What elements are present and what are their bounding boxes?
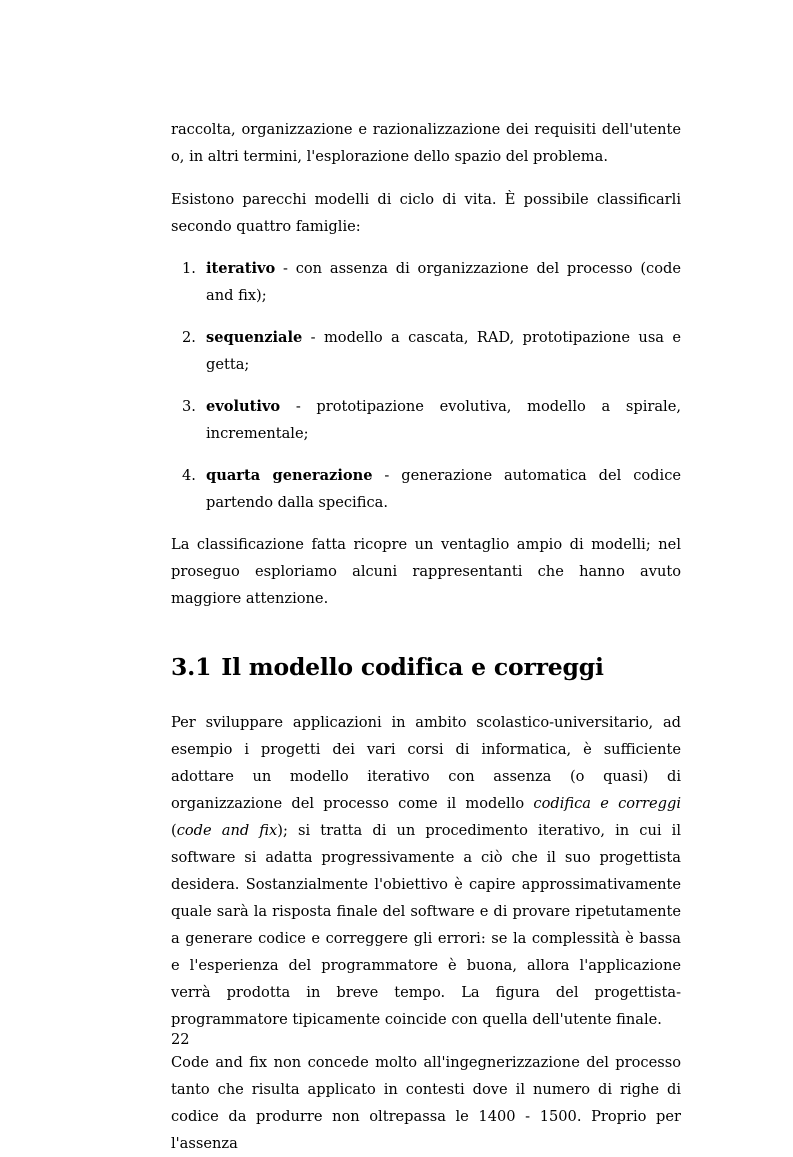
section-paragraph-2: Code and fix non concede molto all'ingegnerizzazione del processo tanto che risulta applicato in contesti dove il numero di righe di codice da produrre non oltrepassa le 1400 - 1500. Proprio per l'assenza bbox=[171, 1054, 681, 1152]
list-item-number: 1. bbox=[182, 260, 196, 277]
list-item-description: - modello a cascata, RAD, prototipazione usa e getta; bbox=[206, 329, 681, 373]
list-item-number: 3. bbox=[182, 398, 196, 415]
page-number: 22 bbox=[171, 1031, 190, 1048]
list-item-description: - generazione automatica del codice partendo dalla specifica. bbox=[206, 467, 681, 511]
list-item bbox=[171, 324, 681, 378]
intro-continued-paragraph: raccolta, organizzazione e razionalizzazione dei requisiti dell'utente o, in altri termini, l'esplorazione dello spazio del problema. bbox=[171, 121, 681, 165]
list-item-term: sequenziale bbox=[206, 329, 303, 346]
lifecycle-families-list bbox=[171, 255, 681, 516]
spacer bbox=[171, 682, 681, 709]
text-run: Per sviluppare applicazioni in ambito scolastico-universitario, ad esempio i progetti dei vari corsi di informatica, è sufficiente adottare un modello iterativo con assenza (o quasi) di organizzazione del processo come il modello bbox=[171, 714, 681, 812]
list-item-description: - prototipazione evolutiva, modello a spirale, incrementale; bbox=[206, 398, 681, 442]
text-run: ( bbox=[171, 822, 177, 839]
italic-term: code and fix bbox=[176, 822, 278, 839]
section-paragraph-1 bbox=[171, 709, 681, 1033]
list-item-term: quarta generazione bbox=[206, 467, 373, 484]
spacer bbox=[171, 170, 681, 186]
list-item-term: evolutivo bbox=[206, 398, 281, 415]
families-intro-paragraph: Esistono parecchi modelli di ciclo di vita. È possibile classificarli secondo quattro famiglie: bbox=[171, 191, 681, 235]
section-heading bbox=[171, 652, 681, 682]
list-item bbox=[171, 255, 681, 309]
spacer bbox=[171, 612, 681, 652]
spacer bbox=[171, 240, 681, 255]
italic-term: codifica e correggi bbox=[533, 795, 681, 812]
section-number: 3.1 bbox=[171, 653, 212, 681]
text-run: ); si tratta di un procedimento iterativo, in cui il software si adatta progressivamente a ciò che il suo progettista desidera. Sostanzialmente l'obiettivo è capire approssimativamente quale sarà la risposta finale del software e di provare ripetutamente a generare codice e correggere gli errori: se la complessità è bassa e l'esperienza del programmatore è buona, allora l'applicazione verrà prodotta in breve tempo. La figura del progettista-programmatore tipicamente coincide con quella dell'utente finale. bbox=[171, 822, 681, 1028]
page-body bbox=[171, 116, 681, 1157]
list-item bbox=[171, 393, 681, 447]
list-item-description: - con assenza di organizzazione del processo (code and fix); bbox=[206, 260, 681, 304]
classification-summary-paragraph: La classificazione fatta ricopre un ventaglio ampio di modelli; nel proseguo esploriamo alcuni rappresentanti che hanno avuto maggiore attenzione. bbox=[171, 536, 681, 607]
section-title: Il modello codifica e correggi bbox=[221, 653, 604, 681]
list-item bbox=[171, 462, 681, 516]
spacer bbox=[171, 1033, 681, 1049]
list-item-term: iterativo bbox=[206, 260, 276, 277]
list-item-number: 2. bbox=[182, 329, 196, 346]
list-item-number: 4. bbox=[182, 467, 196, 484]
